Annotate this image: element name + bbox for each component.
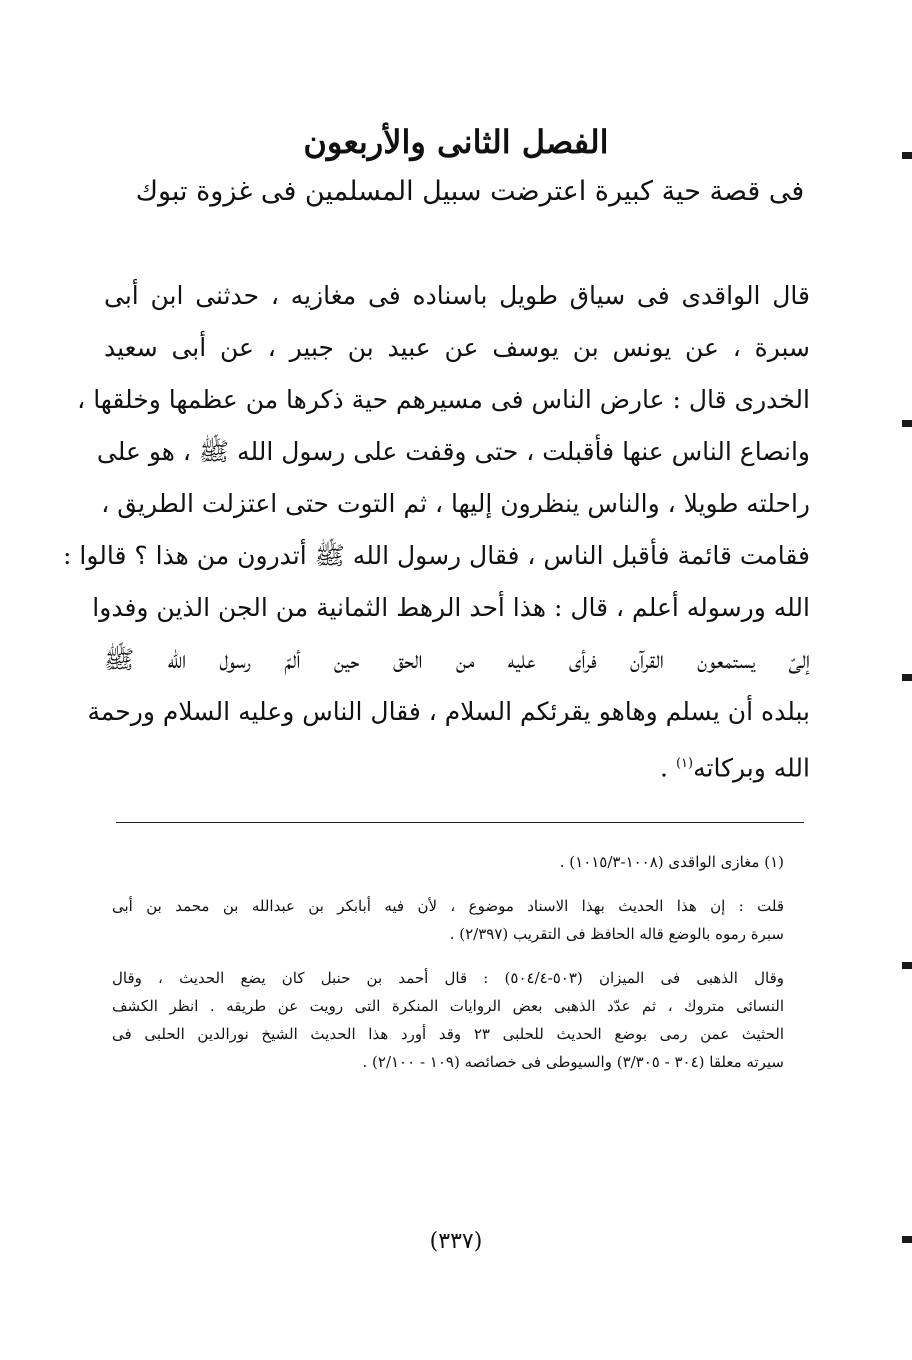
footnote-line: سبرة رموه بالوضع قاله الحافظ فى التقريب (٢/٣٩٧) . xyxy=(449,925,784,943)
body-line: الله وبركاته xyxy=(693,753,810,783)
page-number: (٣٣٧) xyxy=(429,1229,483,1254)
page-edge-mark xyxy=(902,152,912,159)
body-last-line xyxy=(104,738,810,790)
footnote-line: وقال الذهبى فى الميزان (٥٠٣-٥٠٤/٤) : قال أحمد بن حنبل كان يضع الحديث ، وقال xyxy=(112,969,784,987)
body-line: قال الواقدى فى سياق طويل باسناده فى مغازيه ، حدثنى ابن أبى xyxy=(104,281,810,310)
footnote-line: سيرته معلقا (٣٠٤ - ٣/٣٠٥) والسيوطى فى خصائصه (١٠٩ - ٢/١٠٠) . xyxy=(362,1053,784,1071)
body-line: الخدرى قال : عارض الناس فى مسيرهم حية ذكرها من عظمها وخلقها ، xyxy=(77,385,810,414)
footnote-line: الحثيث عمن رمى بوضع الحديث للحلبى ٢٣ وقد أورد هذا الحديث الشيخ نورالدين الحلبى فى xyxy=(112,1025,784,1043)
chapter-title: الفصل الثانى والأربعون xyxy=(303,123,609,161)
body-line: راحلته طويلا ، والناس ينظرون إليها ، ثم التوت حتى اعتزلت الطريق ، xyxy=(101,489,810,518)
footnote-marker: (١) xyxy=(675,756,694,771)
footnote-separator xyxy=(116,822,804,823)
footnote-line: النسائى متروك ، ثم عدّد الذهبى بعض الروايات المنكرة التى رويت عن طريقه . انظر الكشف xyxy=(112,997,784,1015)
chapter-subtitle: فى قصة حية كبيرة اعترضت سبيل المسلمين فى غزوة تبوك xyxy=(135,176,805,207)
footnotes xyxy=(112,848,784,1076)
footnote-line: قلت : إن هذا الحديث بهذا الاسناد موضوع ، لأن فيه أبابكر بن عبدالله بن محمد بن أبى xyxy=(112,897,784,915)
body-line: سبرة ، عن يونس بن يوسف عن عبيد بن جبير ، عن أبى سعيد xyxy=(104,333,810,362)
body-line: إلىّ يستمعون القرآن فرأى عليه من الحق حين ألمّ رسول الله ﷺ xyxy=(104,645,811,674)
body-line: ببلده أن يسلم وهاهو يقرئكم السلام ، فقال الناس وعليه السلام ورحمة xyxy=(87,697,810,726)
body-line: وانصاع الناس عنها فأقبلت ، حتى وقفت على رسول الله ﷺ ، هو على xyxy=(96,437,810,466)
body-paragraph xyxy=(63,270,811,790)
page-edge-mark xyxy=(902,962,912,969)
body-line: فقامت قائمة فأقبل الناس ، فقال رسول الله ﷺ أتدرون من هذا ؟ قالوا : xyxy=(63,541,810,570)
page-edge-mark xyxy=(902,420,912,427)
footnote-1: (١) مغازى الواقدى (١٠٠٨-١٠١٥/٣) . xyxy=(559,853,784,871)
body-line: الله ورسوله أعلم ، قال : هذا أحد الرهط الثمانية من الجن الذين وفدوا xyxy=(92,593,810,622)
page-edge-mark xyxy=(902,674,912,681)
page-edge-mark xyxy=(902,1236,912,1243)
body-line-end: . xyxy=(660,753,676,783)
